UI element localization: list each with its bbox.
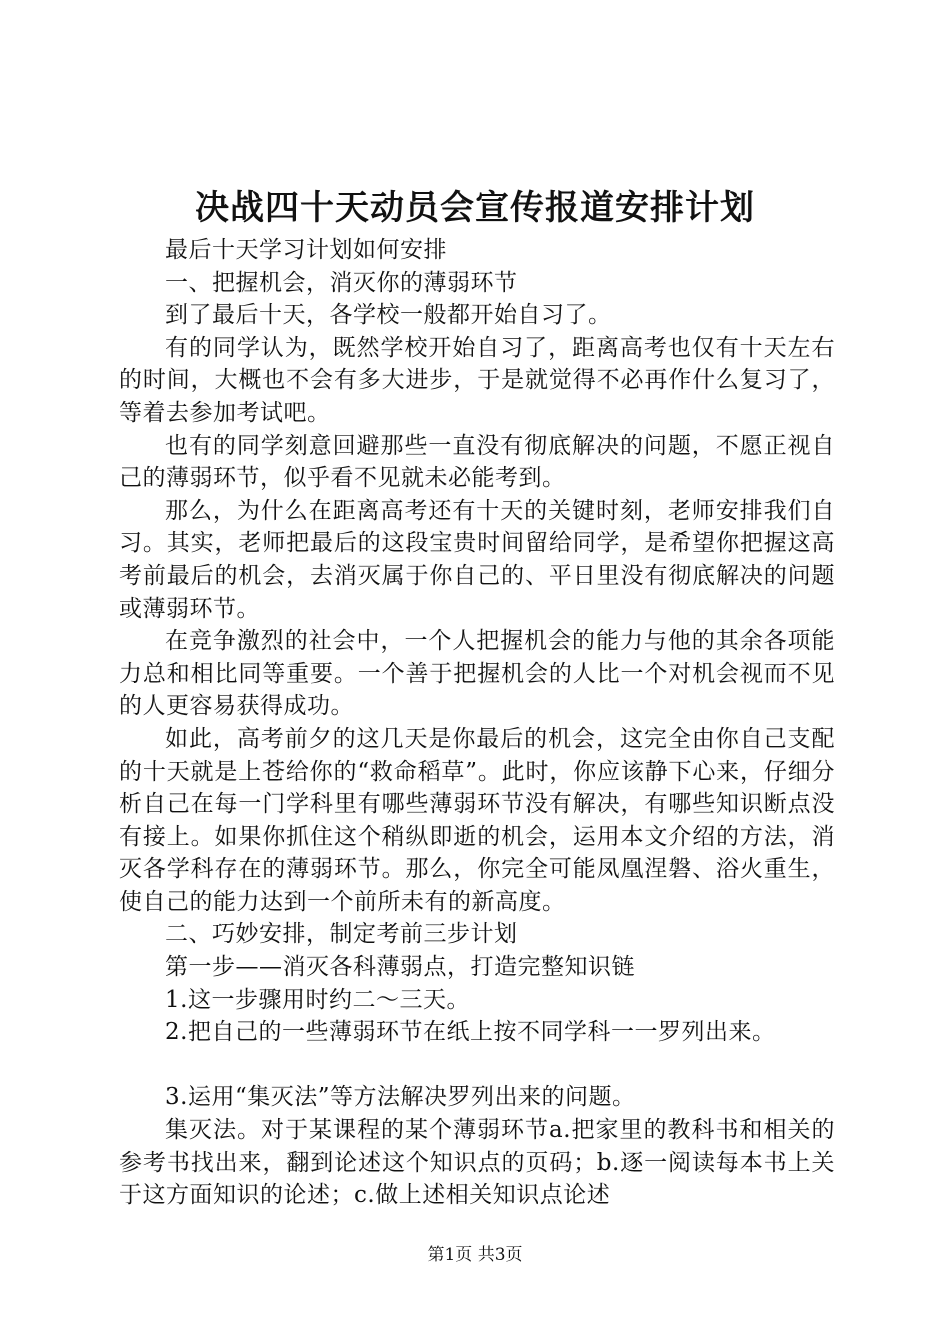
paragraph: 也有的同学刻意回避那些一直没有彻底解决的问题，不愿正视自己的薄弱环节，似乎看不见就未必能考到。 [119, 432, 835, 492]
paragraph: 最后十天学习计划如何安排 [165, 237, 447, 263]
paragraph: 集灭法。对于某课程的某个薄弱环节a.把家里的教科书和相关的参考书找出来，翻到论述这个知识点的页码；b.逐一阅读每本书上关于这方面知识的论述；c.做上述相关知识点论述 [119, 1117, 835, 1209]
list-item: 1.这一步骤用时约二～三天。 [165, 986, 470, 1013]
document-title: 决战四十天动员会宣传报道安排计划 [195, 188, 755, 228]
section-heading: 二、巧妙安排，制定考前三步计划 [165, 921, 518, 948]
list-item: 2.把自己的一些薄弱环节在纸上按不同学科一一罗列出来。 [165, 1019, 776, 1046]
list-item: 3.运用“集灭法”等方法解决罗列出来的问题。 [165, 1084, 636, 1111]
document-body [119, 234, 835, 1212]
paragraph: 有的同学认为，既然学校开始自习了，距离高考也仅有十天左右的时间，大概也不会有多大进步，于是就觉得不必再作什么复习了，等着去参加考试吧。 [119, 334, 835, 426]
page-footer: 第1页 共3页 [427, 1245, 523, 1265]
step-heading: 第一步——消灭各科薄弱点，打造完整知识链 [165, 954, 635, 981]
paragraph: 到了最后十天，各学校一般都开始自习了。 [165, 302, 612, 329]
paragraph: 那么，为什么在距离高考还有十天的关键时刻，老师安排我们自习。其实，老师把最后的这段宝贵时间留给同学，是希望你把握这高考前最后的机会，去消灭属于你自己的、平日里没有彻底解决的问题或薄弱环节。 [119, 497, 835, 622]
blank-line [119, 1049, 835, 1082]
section-heading: 一、把握机会，消灭你的薄弱环节 [165, 269, 518, 296]
paragraph: 如此，高考前夕的这几天是你最后的机会，这完全由你自己支配的十天就是上苍给你的“救命稻草”。此时，你应该静下心来，仔细分析自己在每一门学科里有哪些薄弱环节没有解决，有哪些知识断点没有接上。如果你抓住这个稍纵即逝的机会，运用本文介绍的方法，消灭各学科存在的薄弱环节。那么，你完全可能凤凰涅磐、浴火重生，使自己的能力达到一个前所未有的新高度。 [119, 725, 835, 915]
paragraph: 在竞争激烈的社会中，一个人把握机会的能力与他的其余各项能力总和相比同等重要。一个善于把握机会的人比一个对机会视而不见的人更容易获得成功。 [119, 628, 835, 720]
